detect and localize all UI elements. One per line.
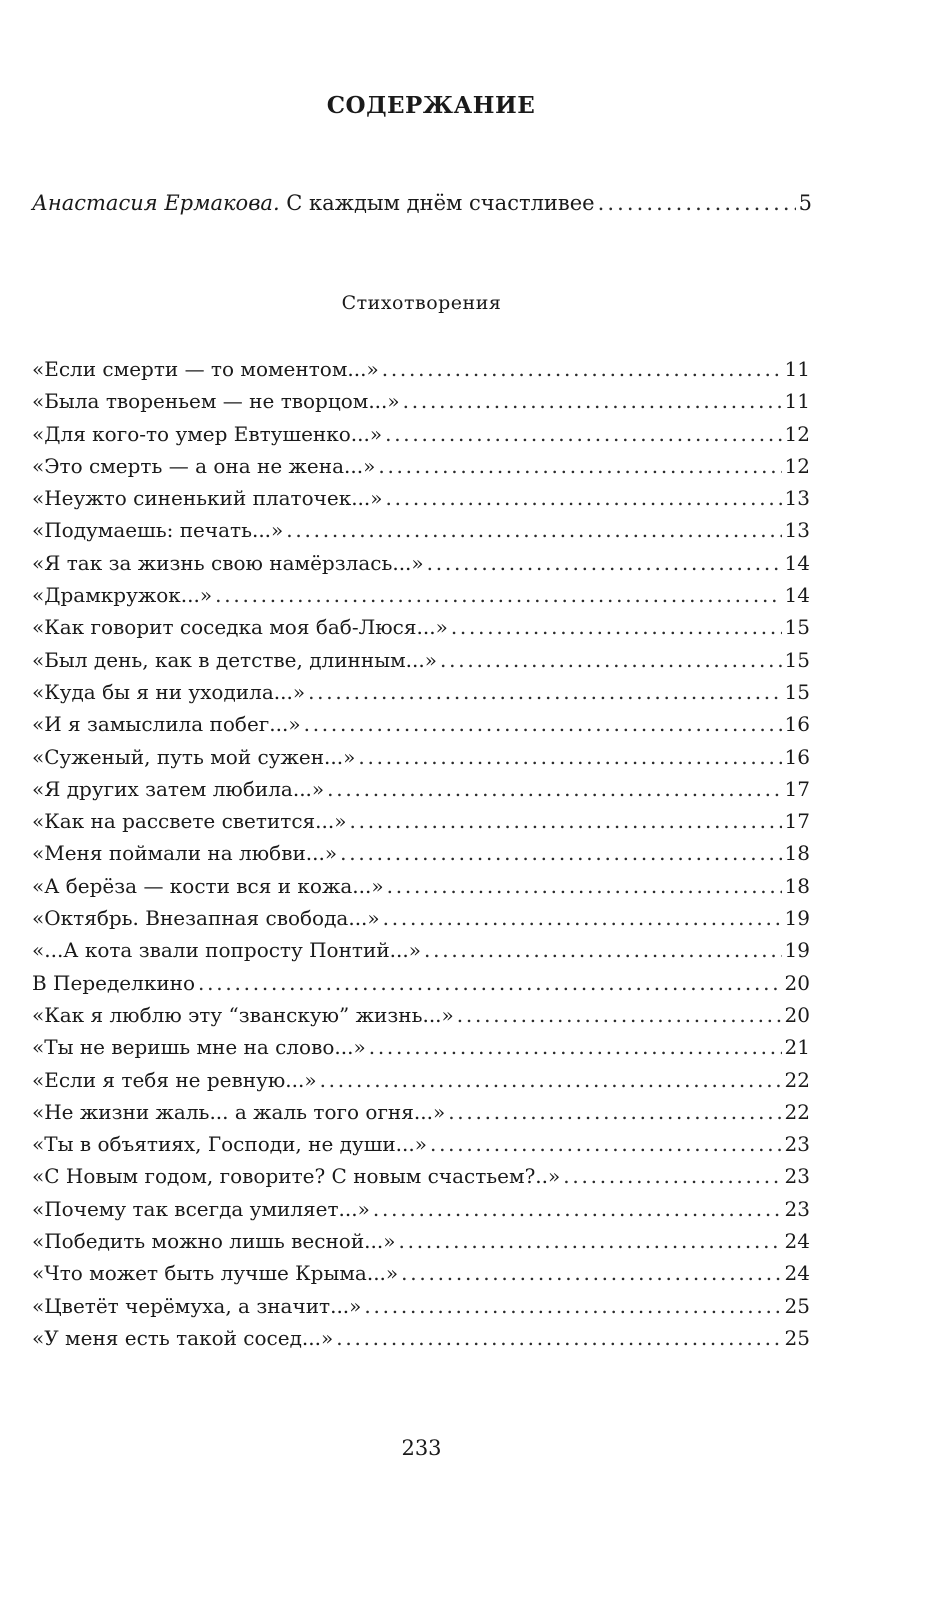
intro-entry [32, 191, 812, 215]
toc-entry [32, 1322, 810, 1354]
toc-entry-page: 21 [784, 1035, 810, 1060]
toc-entry-page: 12 [784, 421, 810, 446]
toc-entry-page: 17 [784, 776, 810, 801]
toc-entry-page: 15 [784, 615, 810, 640]
dot-leader [327, 773, 781, 805]
toc-entry-page: 11 [784, 389, 810, 414]
toc-entry [32, 1257, 810, 1289]
toc-entry [32, 1290, 810, 1322]
toc-entry-title: «Подумаешь: печать...» [32, 518, 284, 543]
toc-entry-title: «Как на рассвете светится...» [32, 809, 347, 834]
toc-entry [32, 611, 810, 643]
toc-entry [32, 450, 810, 482]
toc-entry-title: «Октябрь. Внезапная свобода...» [32, 906, 380, 931]
dot-leader [364, 1290, 781, 1322]
toc-entry [32, 353, 810, 385]
toc-entry-page: 25 [784, 1293, 810, 1318]
toc-entry [32, 773, 810, 805]
toc-entry-title: «Победить можно лишь весной...» [32, 1229, 396, 1254]
toc-entry-page: 23 [784, 1164, 810, 1189]
toc-entry-page: 13 [784, 486, 810, 511]
toc-entry-title: «Суженый, путь мой сужен...» [32, 744, 356, 769]
toc-entry-page: 23 [784, 1196, 810, 1221]
dot-leader [401, 1257, 781, 1289]
dot-leader [383, 902, 782, 934]
toc-entry-title: «Не жизни жаль... а жаль того огня...» [32, 1099, 446, 1124]
toc-entry-page: 20 [784, 970, 810, 995]
toc-entry [32, 708, 810, 740]
toc-entry-title: «Если я тебя не ревную...» [32, 1067, 317, 1092]
intro-author: Анастасия Ермакова. [32, 191, 280, 215]
dot-leader [386, 482, 782, 514]
dot-leader [598, 191, 796, 215]
dot-leader [373, 1193, 782, 1225]
dot-leader [340, 837, 781, 869]
toc-entry [32, 482, 810, 514]
page-title: СОДЕРЖАНИЕ [326, 92, 536, 119]
toc-entry-title: «Куда бы я ни уходила...» [32, 679, 306, 704]
toc-entry [32, 1160, 810, 1192]
toc-entry-title: «А берёза — кости вся и кожа...» [32, 873, 384, 898]
toc-entry-title: «У меня есть такой сосед...» [32, 1325, 334, 1350]
toc-entry-page: 11 [784, 357, 810, 381]
toc-entry-title: «Драмкружок...» [32, 583, 213, 608]
toc-entry [32, 514, 810, 546]
toc-entry [32, 1128, 810, 1160]
toc-entry-page: 24 [784, 1261, 810, 1286]
toc-entry-page: 14 [784, 550, 810, 575]
toc-entry-title: «Я других затем любила...» [32, 776, 325, 801]
toc-entry [32, 1064, 810, 1096]
toc-entry-page: 19 [784, 938, 810, 963]
toc-entry [32, 902, 810, 934]
toc-list [32, 353, 810, 1354]
dot-leader [440, 644, 782, 676]
toc-entry-page: 12 [784, 453, 810, 478]
toc-entry [32, 999, 810, 1031]
toc-entry [32, 934, 810, 966]
dot-leader [427, 547, 782, 579]
dot-leader [369, 1031, 782, 1063]
dot-leader [198, 967, 782, 999]
dot-leader [387, 870, 782, 902]
toc-entry-page: 23 [784, 1132, 810, 1157]
toc-entry [32, 1193, 810, 1225]
dot-leader [563, 1160, 781, 1192]
dot-leader [349, 805, 781, 837]
toc-entry-page: 16 [784, 712, 810, 737]
toc-entry-page: 25 [784, 1325, 810, 1350]
toc-entry-page: 13 [784, 518, 810, 543]
toc-entry-page: 22 [784, 1067, 810, 1092]
toc-entry-page: 16 [784, 744, 810, 769]
toc-entry-title: «Ты не веришь мне на слово...» [32, 1035, 366, 1060]
toc-entry-title: «И я замыслила побег...» [32, 712, 301, 737]
dot-leader [398, 1225, 781, 1257]
dot-leader [385, 418, 781, 450]
toc-entry [32, 579, 810, 611]
dot-leader [424, 934, 782, 966]
toc-entry [32, 741, 810, 773]
dot-leader [286, 514, 781, 546]
toc-entry-title: «Был день, как в детстве, длинным...» [32, 647, 437, 672]
toc-entry-page: 18 [784, 841, 810, 866]
dot-leader [457, 999, 782, 1031]
toc-entry-page: 18 [784, 873, 810, 898]
page-number: 233 [401, 1436, 442, 1460]
dot-leader [215, 579, 781, 611]
toc-entry-page: 15 [784, 679, 810, 704]
toc-entry-title: «Это смерть — а она не жена...» [32, 453, 376, 478]
toc-entry-title: «Я так за жизнь свою намёрзлась...» [32, 550, 424, 575]
toc-entry-title: «Как говорит соседка моя баб-Люся...» [32, 615, 448, 640]
toc-entry-title: «...А кота звали попросту Понтий...» [32, 938, 421, 963]
toc-entry-page: 24 [784, 1229, 810, 1254]
toc-entry-title: «Если смерти — то моментом...» [32, 357, 379, 381]
dot-leader [378, 450, 781, 482]
toc-entry-title: В Переделкино [32, 970, 196, 995]
toc-entry-page: 17 [784, 809, 810, 834]
toc-entry-title: «С Новым годом, говорите? С новым счастьем?..» [32, 1164, 561, 1189]
toc-entry [32, 1096, 810, 1128]
toc-entry-title: «Была твореньем — не творцом...» [32, 389, 400, 414]
dot-leader [451, 611, 782, 643]
toc-entry [32, 837, 810, 869]
toc-entry-title: «Меня поймали на любви...» [32, 841, 338, 866]
toc-entry [32, 676, 810, 708]
toc-entry-page: 14 [784, 583, 810, 608]
section-title: Стихотворения [341, 292, 502, 314]
intro-title: С каждым днём счастливее [279, 191, 595, 215]
dot-leader [304, 708, 782, 740]
dot-leader [358, 741, 781, 773]
intro-page-number: 5 [798, 191, 812, 215]
toc-entry [32, 644, 810, 676]
dot-leader [308, 676, 781, 708]
toc-entry-page: 22 [784, 1099, 810, 1124]
toc-entry [32, 547, 810, 579]
toc-entry-title: «Как я люблю эту “званскую” жизнь...» [32, 1002, 454, 1027]
dot-leader [320, 1064, 782, 1096]
toc-entry [32, 870, 810, 902]
dot-leader [336, 1322, 781, 1354]
toc-entry-title: «Для кого-то умер Евтушенко...» [32, 421, 383, 446]
toc-entry-title: «Цветёт черёмуха, а значит...» [32, 1293, 362, 1318]
toc-entry-page: 20 [784, 1002, 810, 1027]
dot-leader [430, 1128, 782, 1160]
dot-leader [403, 385, 782, 417]
toc-entry [32, 1225, 810, 1257]
toc-entry [32, 1031, 810, 1063]
dot-leader [382, 353, 782, 385]
toc-entry-title: «Ты в объятиях, Господи, не души...» [32, 1132, 427, 1157]
toc-entry [32, 385, 810, 417]
toc-entry-title: «Почему так всегда умиляет...» [32, 1196, 370, 1221]
toc-entry [32, 418, 810, 450]
toc-entry-title: «Что может быть лучше Крыма...» [32, 1261, 399, 1286]
toc-entry-page: 19 [784, 906, 810, 931]
toc-entry-title: «Неужто синенький платочек...» [32, 486, 383, 511]
toc-entry [32, 967, 810, 999]
dot-leader [448, 1096, 781, 1128]
toc-entry [32, 805, 810, 837]
toc-entry-page: 15 [784, 647, 810, 672]
